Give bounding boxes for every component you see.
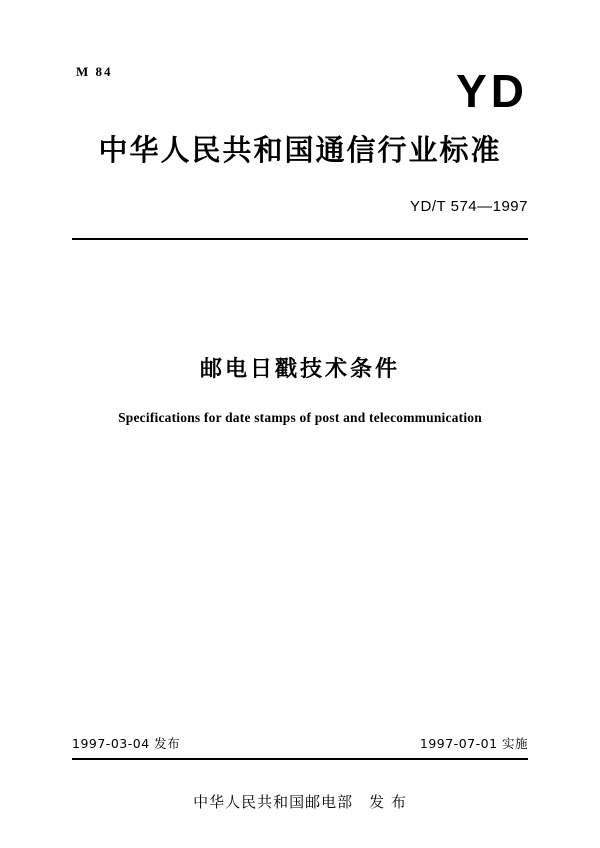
footer-dates: [72, 734, 528, 752]
publisher-name: 中华人民共和国邮电部: [193, 793, 354, 811]
effective-date: 1997-07-01 实施: [419, 736, 528, 751]
logo-container: [456, 65, 528, 117]
yd-logo: YD: [456, 65, 528, 117]
classification-code: M 84: [76, 64, 113, 79]
document-title-chinese: 邮电日戳技术条件: [199, 357, 400, 382]
publisher-action: 发 布: [369, 793, 407, 811]
page-title: 中华人民共和国通信行业标准: [98, 133, 502, 167]
standard-number: YD/T 574—1997: [410, 198, 528, 215]
divider-top: [72, 238, 528, 240]
issue-date: 1997-03-04 发布: [72, 736, 181, 751]
divider-bottom: [72, 758, 528, 760]
publisher-line: [0, 791, 600, 812]
document-title-english: Specifications for date stamps of post and telecommunication: [118, 410, 482, 425]
